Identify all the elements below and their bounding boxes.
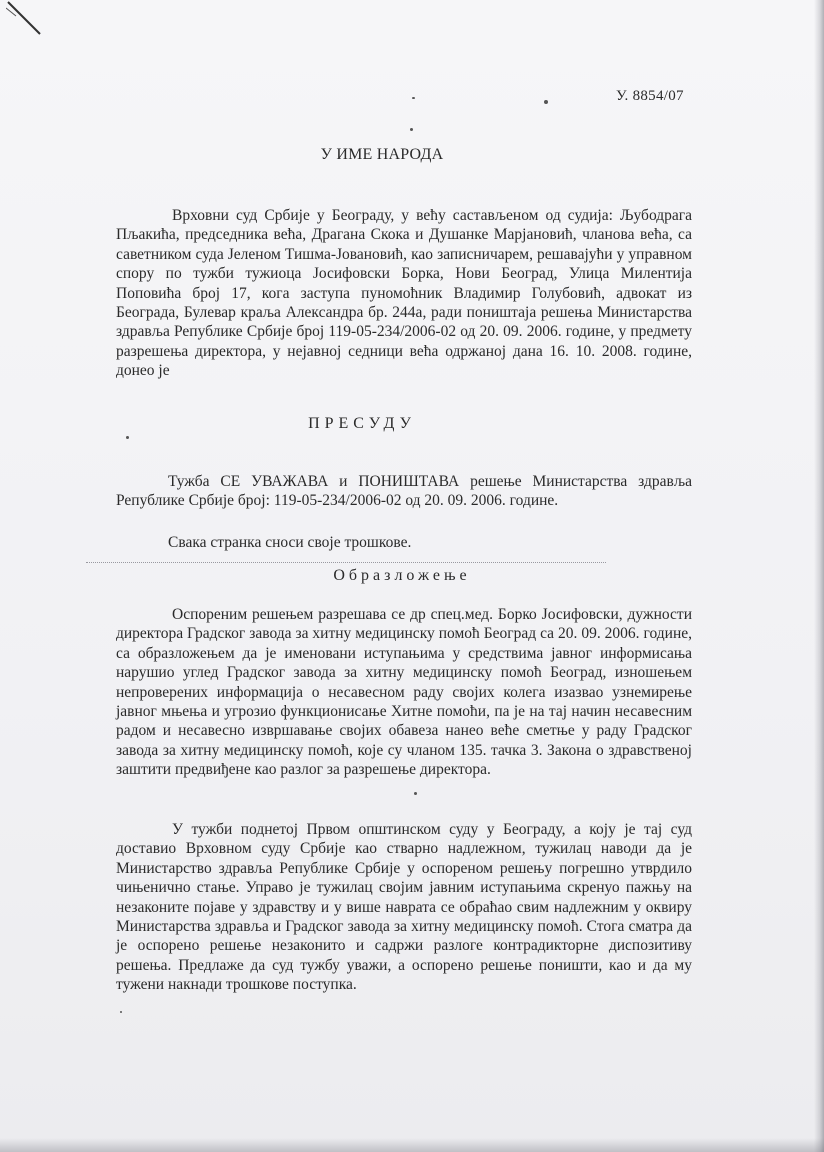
decision-paragraph: Тужба СЕ УВАЖАВА и ПОНИШТАВА решење Министарства здравља Републике Србије број: 119-05-234/2006-02 од 20. 09. 2006. године. bbox=[116, 473, 692, 510]
case-number: У. 8854/07 bbox=[616, 88, 684, 104]
corner-scratch-mark bbox=[6, 0, 46, 40]
scan-speck bbox=[412, 97, 415, 99]
heading-in-the-name-of-the-people: У ИМЕ НАРОДА bbox=[320, 146, 444, 163]
reasoning-paragraph-1: Оспореним решењем разрешава се др спец.мед. Борко Јосифовски, дужности директора Градског завода за хитну медицинску помоћ Београд са 20. 09. 2006. године, са образложењем да је именовани иступањима у средствима јавног информисања нарушио углед Градског завода за хитну медицинску помоћ Београд, изношењем непроверених информација о несавесном раду својих колега изазвао узнемирење јавног мњења и угрозио функционисање Хитне помоћи, па је на тај начин несавесним радом и несавесно извршавање својих обавеза нанео веће сметње у раду Градског завода за хитну медицинску помоћ, које су чланом 135. тачка 3. Закона о здравственој заштити предвиђене као разлог за разрешење директора. bbox=[116, 606, 692, 779]
scan-speck bbox=[414, 792, 417, 795]
costs-paragraph: Свака странка сноси своје трошкове. bbox=[168, 534, 412, 551]
heading-reasoning: Образложење bbox=[333, 567, 471, 584]
scan-speck bbox=[544, 100, 548, 104]
scan-speck bbox=[120, 1011, 122, 1013]
scan-speck bbox=[410, 128, 413, 131]
intro-paragraph: Врховни суд Србије у Београду, у већу састављеном од судија: Љубодрага Пљакића, председника већа, Драгана Скока и Душанке Марјановић, чланова већа, са саветником суда Јеленом Тишма-Јовановић, као записничарем, решавајући у управном спору по тужби тужиоца Јосифовски Борка, Нови Београд, Улица Милентија Поповића број 17, кога заступа пуномоћник Владимир Голубовић, адвокат из Београда, Булевар краља Александра бр. 244а, ради поништаја решења Министарства здравља Републике Србије број 119-05-234/2006-02 од 20. 09. 2006. године, у предмету разрешења директора, у нејавној седници већа одржаној дана 16. 10. 2008. године, донео је bbox=[116, 207, 692, 380]
scan-speck bbox=[126, 436, 129, 439]
heading-verdict: ПРЕСУДУ bbox=[308, 415, 416, 432]
scan-bottom-edge-shadow bbox=[0, 1138, 824, 1152]
reasoning-paragraph-2: У тужби поднетој Првом општинском суду у Београду, а коју је тај суд доставио Врховном суду Србије као стварно надлежном, тужилац наводи да је Министарство здравља Републике Србије у оспореном решењу погрешно утврдило чињенично стање. Управо је тужилац својим јавним иступањима скренуо пажњу на незаконите појаве у здравству и у више наврата се обраћао свим надлежним у оквиру Министарства здравља и Градског завода за хитну медицинску помоћ. Стога сматра да је оспорено решење незаконито и садржи разлоге контрадикторне диспозитиву решења. Предлаже да суд тужбу уважи, а оспорено решење поништи, као и да му тужени накнади трошкове поступка. bbox=[116, 821, 692, 994]
scan-right-edge-shadow bbox=[814, 0, 824, 1152]
scan-dotted-line bbox=[86, 562, 606, 564]
